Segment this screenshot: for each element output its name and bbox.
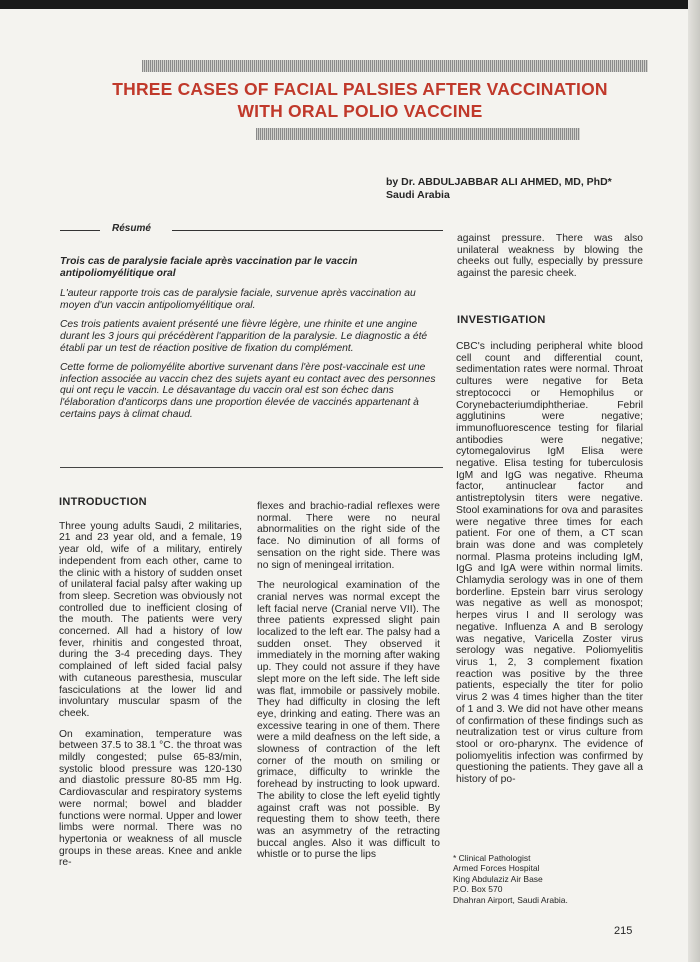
- column-three-top: [457, 233, 643, 280]
- investigation-heading: INVESTIGATION: [457, 314, 546, 326]
- footnote-line: Dhahran Airport, Saudi Arabia.: [453, 894, 568, 905]
- footnote-line: P.O. Box 570: [453, 884, 503, 895]
- resume-paragraph: Cette forme de poliomyélite abortive survenant dans l'ère post-vaccinale est une infection associée au vaccin chez des sujets ayant eu contact avec des personnes qui ont reçu le vaccin. Le désavantage du vaccin oral est son échec dans l'élaboration d'anticorps dans une proportion élevée de vaccinés appartenant à certains pays à climat chaud.: [60, 362, 436, 420]
- resume-paragraph: L'auteur rapporte trois cas de paralysie faciale, survenue après vaccination au moyen d'un vaccin antipoliomyélitique oral.: [60, 288, 416, 311]
- page-number: 215: [614, 925, 633, 937]
- author-country: Saudi Arabia: [386, 189, 450, 201]
- resume-abstract: [60, 256, 444, 428]
- article-title-line1: THREE CASES OF FACIAL PALSIES AFTER VACCINATION: [112, 79, 608, 99]
- body-paragraph: CBC's including peripheral white blood cell count and differential count, sedimentation rates were normal. Throat cultures were negative for Beta streptococci or Hemophilus or Corynebacteriumdiphtheriae. Febril agglutinins were negative; immunofluorescence testing for filarial antibodies were negative; cytomegalovirus IgM Elisa were negative. Elisa testing for tuberculosis IgM and IgG was negative. Rheuma factor, antinuclear factor and antistreptolysin titers were negative. Stool examinations for ova and parasites were negative three times for each patient. For one of them, a CT scan brain was done and was completely normal. Plasma proteins including IgM, IgG and IgA were within normal limits. Chlamydia serology was in one of them borderline. Epstein barr virus serology was negative as well as monospot; herpes virus I and II serology was negative. Influenza A and B serology was negative, Varicella Zoster virus serology was negative. Poliomyelitis virus 1, 2, 3 complement fixation reaction was positive by the three patients, especially the titer for polio virus 2 was 4 times higher than the titer of 1 and 3. We did not have other means of confirmation of these findings such as neutralization test or virus culture from stool or oro-pharynx. The evidence of poliomyelitis infection was confirmed by questioning the patients. They gave all a history of po-: [456, 341, 643, 786]
- article-title-line2: WITH ORAL POLIO VACCINE: [237, 101, 483, 121]
- body-paragraph: On examination, temperature was between 37.5 to 38.1 °C. the throat was mildly congested; pulse 65-83/min, systolic blood pressure was 120-130 and diastolic pressure 80-85 mm Hg. Cardiovascular and respiratory systems were normal; bowel and bladder functions were normal. Upper and lower limbs were normal. There was no hypertonia or weakness of all muscle groups in these areas. Knee and ankle re-: [59, 728, 242, 869]
- title-bottom-rule: [256, 128, 580, 140]
- resume-title: Trois cas de paralysie faciale après vaccination par le vaccin antipoliomyélitique oral: [60, 256, 358, 279]
- footnote-line: * Clinical Pathologist: [453, 853, 531, 863]
- article-title: [95, 78, 625, 122]
- column-three: [456, 341, 643, 795]
- resume-heading: Résumé: [112, 223, 151, 234]
- resume-rule-left: [60, 230, 100, 231]
- footnote-line: King Abdulaziz Air Base: [453, 873, 543, 884]
- column-introduction: [59, 497, 242, 878]
- author-name: by Dr. ABDULJABBAR ALI AHMED, MD, PhD*: [386, 176, 612, 188]
- resume-heading-row: [60, 222, 443, 236]
- scan-top-edge: [0, 0, 700, 9]
- body-paragraph: against pressure. There was also unilateral weakness by blowing the cheeks out fully, especially by pressure against the paresic cheek.: [457, 233, 643, 280]
- resume-paragraph: Ces trois patients avaient présenté une fièvre légère, une rhinite et une angine durant les 3 jours qui précédèrent l'apparition de la paralysie. Le diagnostic a été établi par un test de réaction positive de fixation du complément.: [60, 319, 428, 354]
- author-footnote: [453, 853, 568, 905]
- introduction-heading: INTRODUCTION: [59, 496, 147, 508]
- body-paragraph: The neurological examination of the cranial nerves was normal except the left facial nerve (Cranial nerve VII). The three patients expressed slight pain localized to the left ear. The palsy had a sudden onset. They observed it immediately in the morning after waking up. They could not assure if they have slept more on the left side. The left side was flat, immobile or passively mobile. They had difficulty in closing the left eye, drinking and eating. There was an excessive tearing in one of them. There were a mild deafness on the left side, a slowness of contraction of the left corner of the mouth on smiling or grimace, difficulty to wrinkle the forehead by instructing to look upward. The ability to close the left eyelid tightly against craft was not possible. By requesting them to show teeth, there was an asymmetry of the retracting buccal angles. Also it was difficult to whistle or to purse the lips: [257, 580, 440, 861]
- scan-right-edge: [688, 0, 700, 962]
- body-paragraph: flexes and brachio-radial reflexes were normal. There were no neural abnormalities on the right side of the face. No diminution of all forms of sensation on the right side. There was no sign of meningeal irritation.: [257, 501, 440, 571]
- column-two: [257, 501, 440, 870]
- resume-rule-right: [172, 230, 443, 231]
- author-block: [386, 176, 612, 202]
- abstract-divider: [60, 467, 443, 468]
- title-top-rule: [142, 60, 648, 72]
- footnote-line: Armed Forces Hospital: [453, 863, 540, 874]
- body-paragraph: Three young adults Saudi, 2 militaries, 21 and 23 year old, and a female, 19 year old, wife of a military, entirely independent from each other, came to the clinic with a history of sudden onset of unilateral facial palsy after waking up from sleep. Secretion was obviously not controlled due to inefficient closing of the mouth. The patients were very concerned. All had a history of low fever, rhinitis and congested throat, during the 3-4 preceding days. They complained of left sided facial palsy with cutaneous paresthesia, muscular fasciculations at the lower lid and involuntary muscular spasm of the cheek.: [59, 520, 242, 719]
